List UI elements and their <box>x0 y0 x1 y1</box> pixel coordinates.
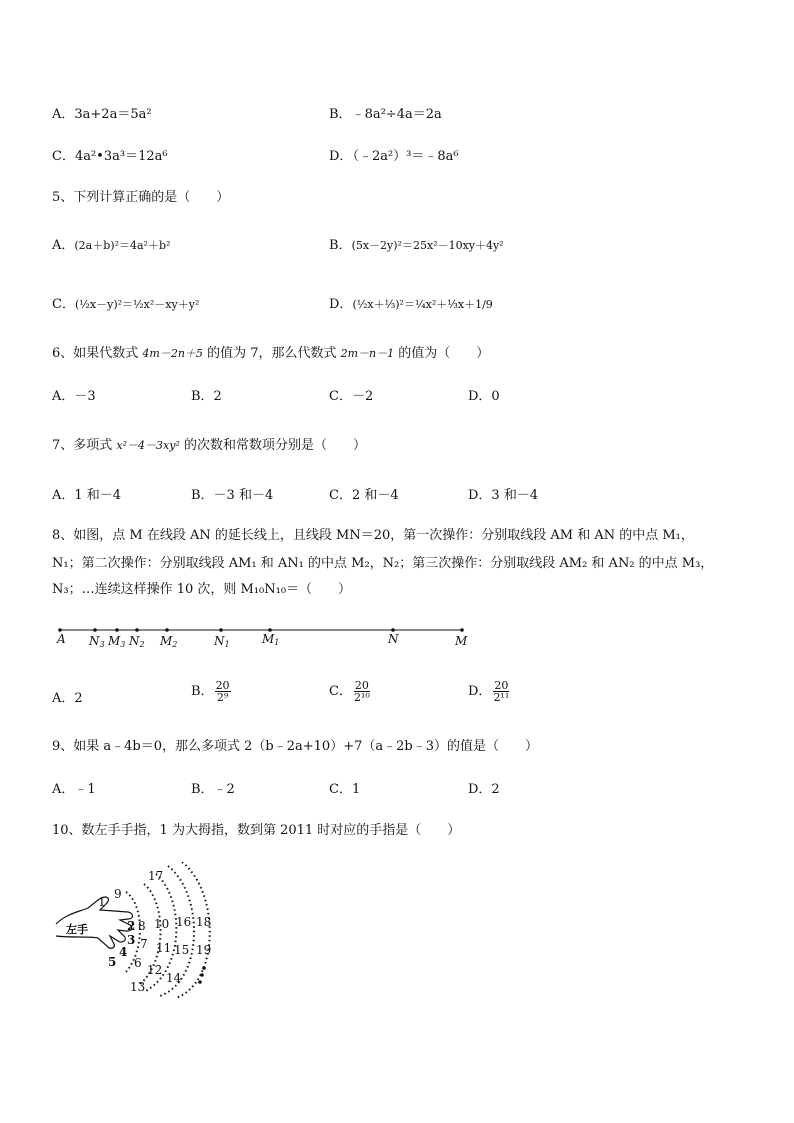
svg-text:17: 17 <box>148 869 164 883</box>
q4-option-d: D．（﹣2a²）³＝﹣8a⁶ <box>329 149 459 164</box>
fig-label-n2: N2 <box>129 634 145 649</box>
q7-stem: 7、多项式 x²－4－3xy² 的次数和常数项分别是（ ） <box>52 438 367 453</box>
q7-expr: x²－4－3xy² <box>116 439 180 452</box>
q6-expr2: 2m－n－1 <box>340 347 395 360</box>
svg-text:14: 14 <box>166 971 182 985</box>
q6-option-b: B．2 <box>191 389 222 404</box>
q4-option-b: B．﹣8a²÷4a＝2a <box>329 107 442 122</box>
svg-text:15: 15 <box>174 943 190 957</box>
svg-text:16: 16 <box>176 915 192 929</box>
q6-option-c: C．－2 <box>329 389 374 404</box>
q8-option-c: C． $\frac{20}{\text{2¹⁰}}$ <box>329 679 370 704</box>
q4-option-b-text: ﹣8a²÷4a＝2a <box>351 107 442 122</box>
q7-option-a: A．1 和－4 <box>52 488 122 503</box>
fig-label-a: A <box>57 632 66 646</box>
q5-option-d-text: (½x＋⅓)²＝¼x²＋⅓x＋1/9 <box>352 298 493 311</box>
q6-option-a: A．－3 <box>52 389 96 404</box>
q7-option-b: B．－3 和－4 <box>191 488 274 503</box>
svg-text:5: 5 <box>108 955 117 969</box>
q4-option-c: C．4a²•3a³＝12a⁶ <box>52 149 168 164</box>
svg-text:7: 7 <box>140 937 148 951</box>
q8-option-b: B． $\frac{20}{\text{2⁹}}$ <box>191 679 230 704</box>
q9-option-c: C．1 <box>329 782 361 797</box>
q5-option-a: A．(2a＋b)²＝4a²＋b² <box>52 238 171 253</box>
q5-option-b: B．(5x－2y)²＝25x²－10xy＋4y² <box>329 238 504 253</box>
q4-option-a-text: 3a+2a＝5a² <box>74 107 152 122</box>
svg-text:4: 4 <box>119 945 128 959</box>
svg-text:11: 11 <box>156 941 172 955</box>
fig-label-n3: N3 <box>89 634 105 649</box>
q9-stem: 9、如果 a﹣4b＝0，那么多项式 2（b﹣2a+10）+7（a﹣2b﹣3）的值是（ ） <box>52 739 538 754</box>
q4-option-d-text: （﹣2a²）³＝﹣8a⁶ <box>352 149 459 164</box>
q5-option-c-text: (½x－y)²＝½x²－xy＋y² <box>74 298 200 311</box>
q7-option-c: C．2 和－4 <box>329 488 399 503</box>
q8-stem-line2: N₁；第二次操作：分别取线段 AM₁ 和 AN₁ 的中点 M₂，N₂；第三次操作：分别取线段 AM₂ 和 AN₂ 的中点 M₃， <box>52 556 714 571</box>
q9-option-a: A．﹣1 <box>52 782 96 797</box>
fig-label-n: N <box>388 632 399 646</box>
q4-option-c-text: 4a²•3a³＝12a⁶ <box>74 149 168 164</box>
svg-text:12: 12 <box>147 963 163 977</box>
svg-text:18: 18 <box>196 915 212 929</box>
svg-text:9: 9 <box>114 887 122 901</box>
q10-stem: 10、数左手手指，1 为大拇指，数到第 2011 时对应的手指是（ ） <box>52 823 461 838</box>
q8-stem-line1: 8、如图，点 M 在线段 AN 的延长线上，且线段 MN＝20，第一次操作：分别取线段 AM 和 AN 的中点 M₁， <box>52 528 694 543</box>
q5-option-c: C．(½x－y)²＝½x²－xy＋y² <box>52 297 200 312</box>
q10-hand-figure <box>48 862 268 1002</box>
fig-label-m: M <box>455 634 468 648</box>
svg-text:2: 2 <box>127 919 136 933</box>
q8-stem-line3: N₃；…连续这样操作 10 次，则 M₁₀N₁₀＝（ ） <box>52 582 352 597</box>
svg-text:13: 13 <box>130 980 146 994</box>
q6-expr1: 4m－2n＋5 <box>142 347 203 360</box>
svg-text:8: 8 <box>138 919 146 933</box>
fig-label-m3: M3 <box>108 634 126 649</box>
q7-option-d: D．3 和－4 <box>468 488 539 503</box>
svg-text:10: 10 <box>154 917 170 931</box>
q4-option-a: A．3a+2a＝5a² <box>52 107 152 122</box>
q5-option-b-text: (5x－2y)²＝25x²－10xy＋4y² <box>351 239 504 252</box>
q6-stem: 6、如果代数式 4m－2n＋5 的值为 7，那么代数式 2m－n－1 的值为（ ） <box>52 346 490 361</box>
svg-text:19: 19 <box>196 943 212 957</box>
svg-text:3: 3 <box>127 933 136 947</box>
fig-label-m1: M1 <box>262 632 280 647</box>
hand-label: 左手 <box>66 923 88 936</box>
q8-segment-figure <box>0 620 794 660</box>
q8-option-d: D． $\frac{20}{\text{2¹¹}}$ <box>468 679 510 704</box>
fig-label-n1: N1 <box>214 634 230 649</box>
svg-text:6: 6 <box>134 956 142 970</box>
q9-option-d: D．2 <box>468 782 500 797</box>
q9-option-b: B．﹣2 <box>191 782 235 797</box>
svg-text:1: 1 <box>98 895 106 909</box>
fig-label-m2: M2 <box>160 634 178 649</box>
q5-stem: 5、下列计算正确的是（ ） <box>52 190 230 205</box>
q5-option-a-text: (2a＋b)²＝4a²＋b² <box>74 239 171 252</box>
q8-option-a: A．2 <box>52 691 83 706</box>
q5-option-d: D．(½x＋⅓)²＝¼x²＋⅓x＋1/9 <box>329 297 493 312</box>
q6-option-d: D．0 <box>468 389 500 404</box>
